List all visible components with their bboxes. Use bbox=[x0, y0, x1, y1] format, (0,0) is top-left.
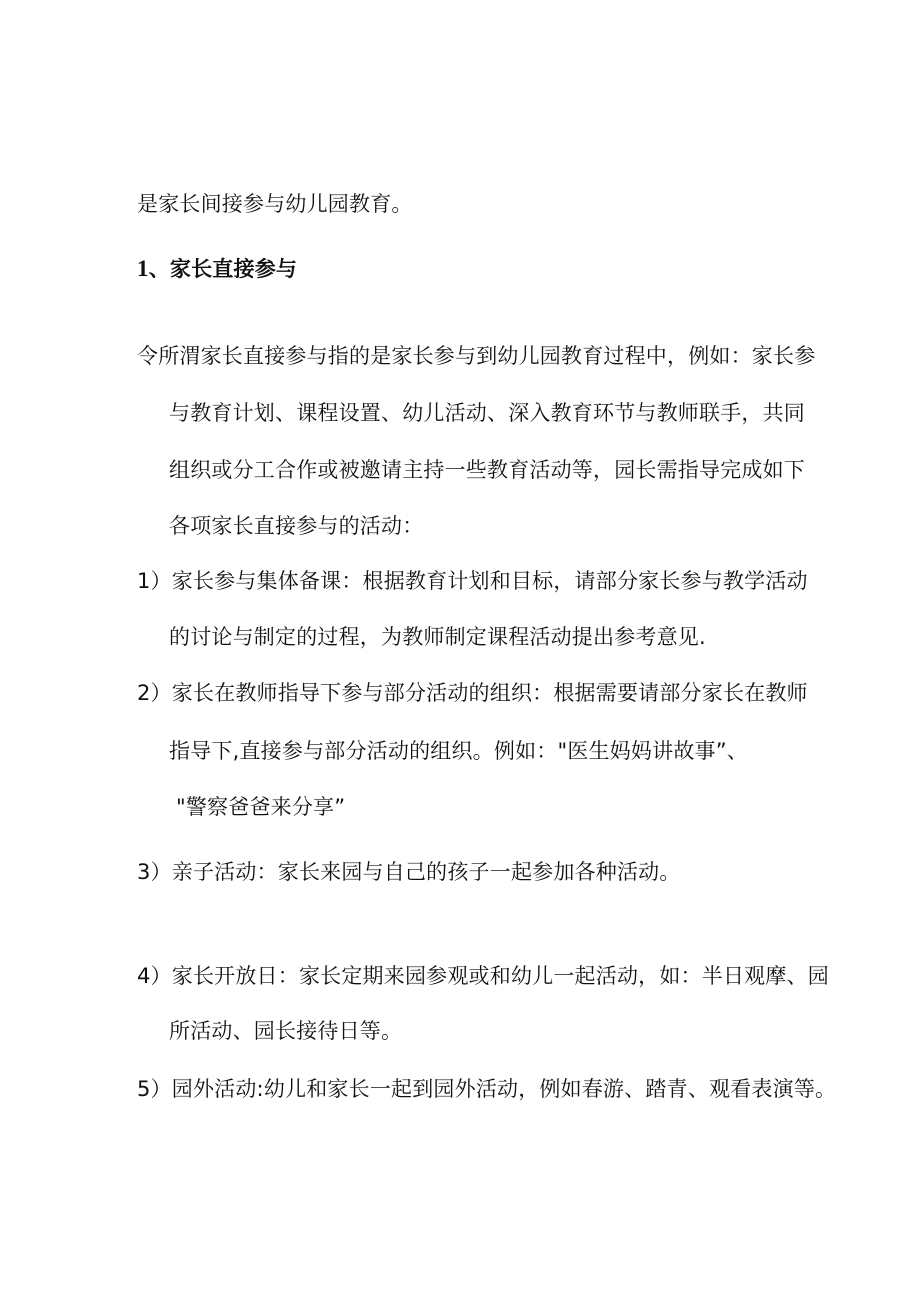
section-number: 1 bbox=[137, 256, 149, 281]
list-item-line: 4）家长开放日：家长定期来园参观或和幼儿一起活动，如：半日观摩、园 bbox=[137, 964, 829, 988]
paragraph-line: 与教育计划、课程设置、幼儿活动、深入教育环节与教师联手，共同 bbox=[169, 401, 805, 425]
list-item-line: 1）家长参与集体备课：根据教育计划和目标，请部分家长参与教学活动 bbox=[137, 569, 808, 593]
list-item-line: 5）园外活动:幼儿和家长一起到园外活动，例如春游、踏青、观看表演等。 bbox=[137, 1077, 837, 1101]
list-item-line: 指导下,直接参与部分活动的组织。例如："医生妈妈讲故事”、 bbox=[169, 739, 749, 763]
list-item-line: 3）亲子活动：家长来园与自己的孩子一起参加各种活动。 bbox=[137, 860, 681, 884]
paragraph-line: 各项家长直接参与的活动： bbox=[169, 514, 424, 538]
list-item-line: 所活动、园长接待日等。 bbox=[169, 1019, 403, 1043]
list-item-line: 2）家长在教师指导下参与部分活动的组织：根据需要请部分家长在教师 bbox=[137, 681, 808, 705]
section-title: 、家长直接参与 bbox=[148, 257, 298, 281]
paragraph-line: 令所渭家长直接参与指的是家长参与到幼儿园教育过程中，例如：家长参 bbox=[137, 344, 816, 368]
section-heading bbox=[137, 254, 297, 284]
paragraph-line: 组织或分工合作或被邀请主持一些教育活动等，园长需指导完成如下 bbox=[169, 458, 805, 482]
intro-tail-text: 是家长间接参与幼儿园教育。 bbox=[137, 192, 413, 216]
list-item-line: "警察爸爸来分享” bbox=[176, 795, 346, 819]
list-item-line: 的讨论与制定的过程，为教师制定课程活动提出参考意见. bbox=[169, 625, 706, 649]
